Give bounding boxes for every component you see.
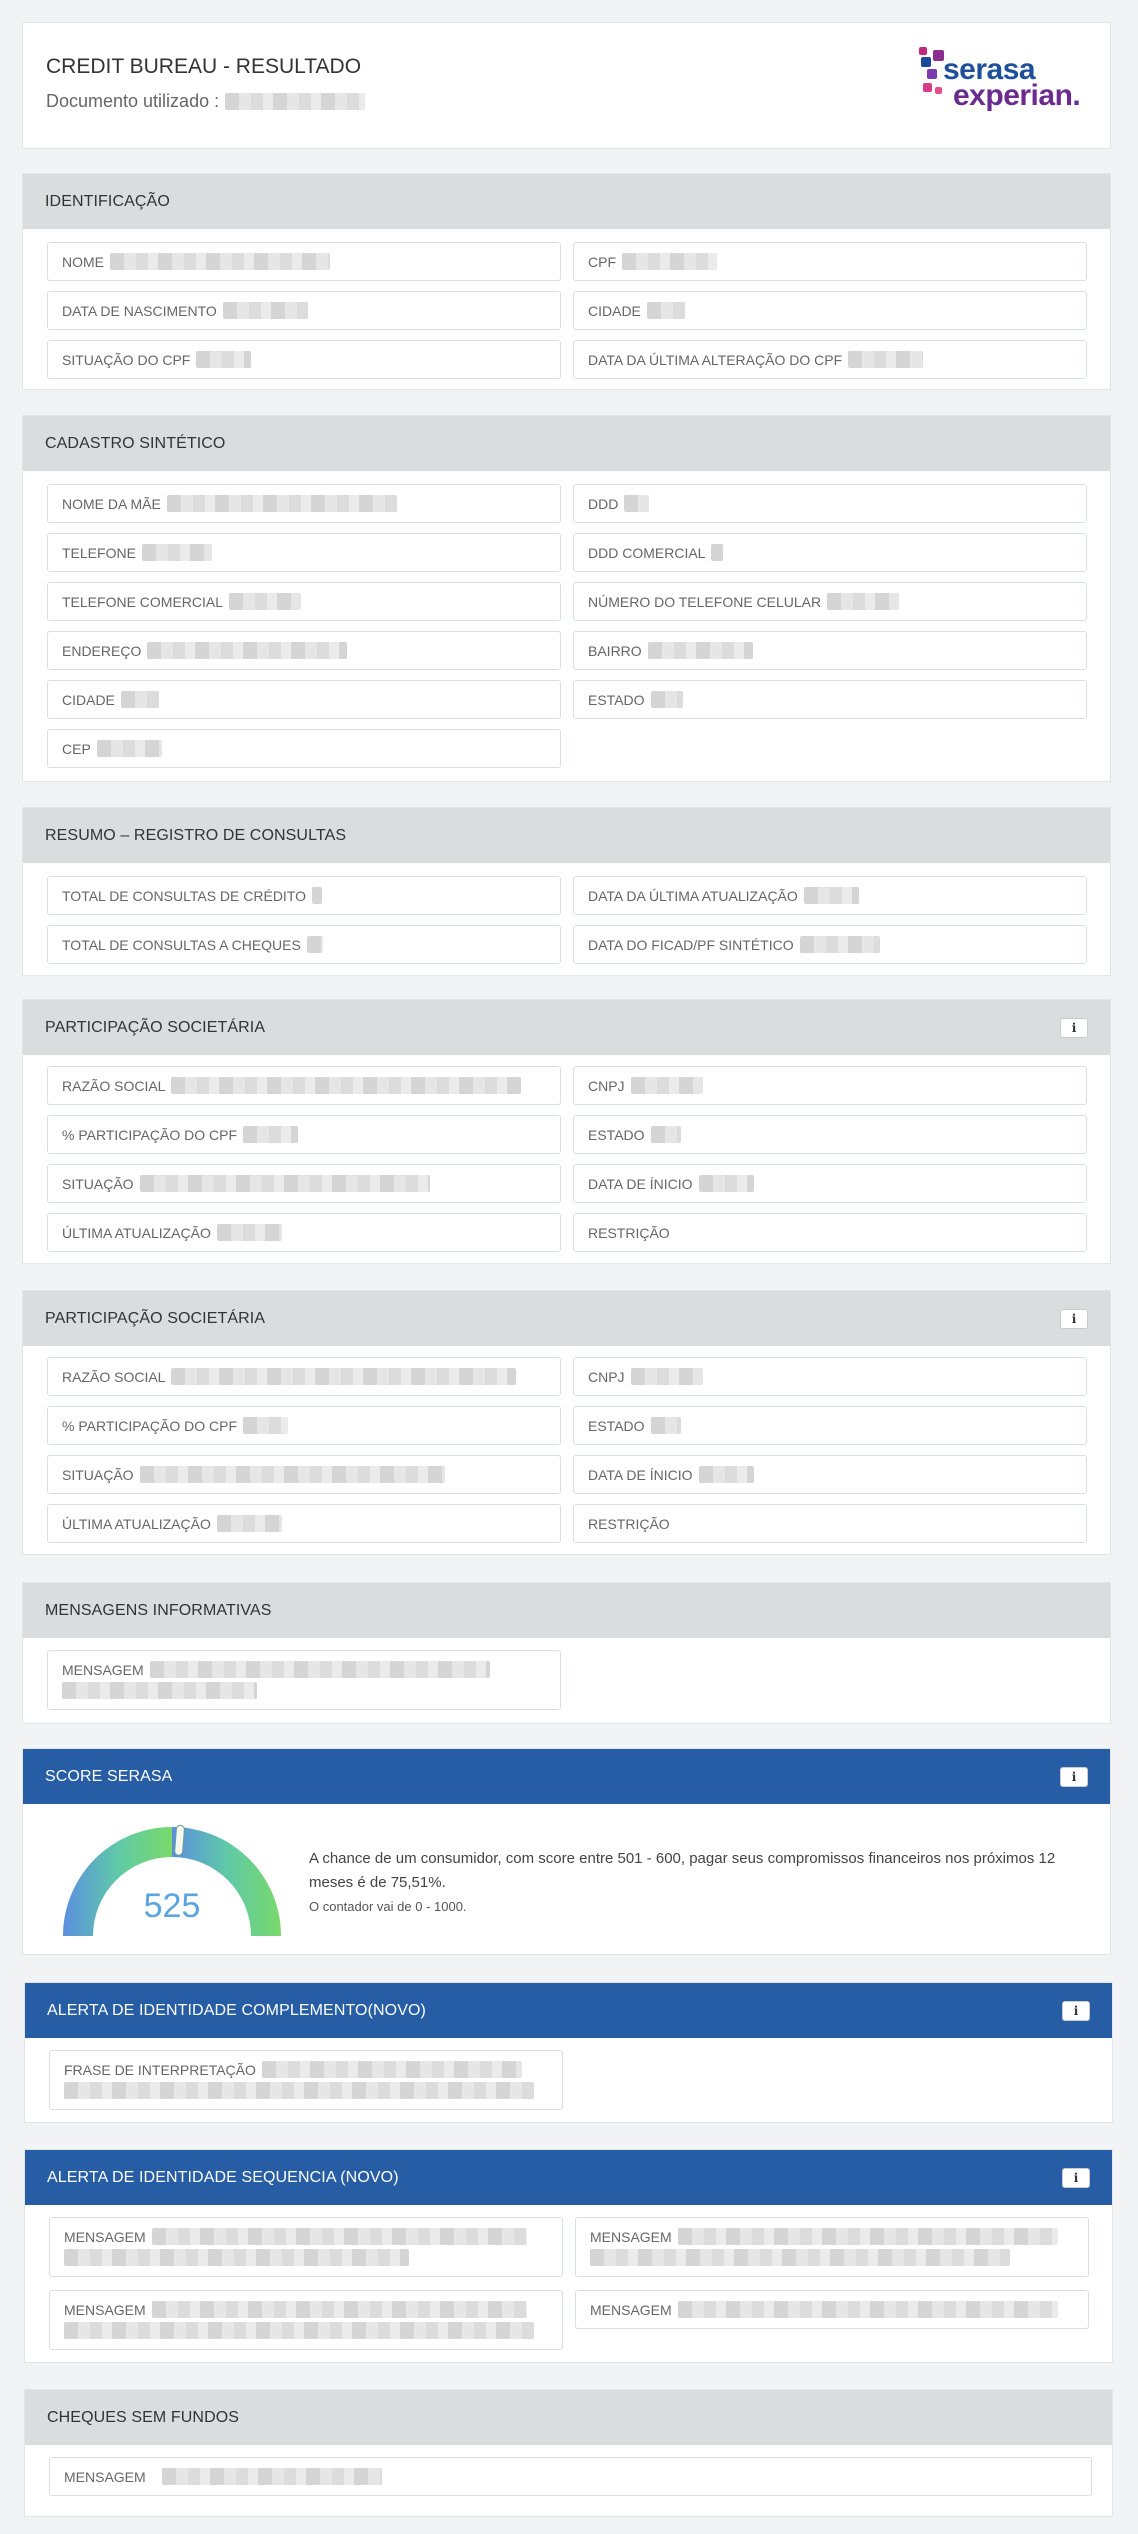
field-mensagem-1: MENSAGEM: [49, 2217, 563, 2277]
field-mensagem: MENSAGEM: [49, 2457, 1092, 2496]
score-gauge: [55, 1819, 289, 1947]
identificacao-title: IDENTIFICAÇÃO: [45, 192, 170, 210]
field-razao-social: RAZÃO SOCIAL: [47, 1357, 561, 1396]
field-data-inicio: DATA DE ÍNICIO: [573, 1164, 1087, 1203]
field-telefone-comercial: TELEFONE COMERCIAL: [47, 582, 561, 621]
field-frase-interpretacao: FRASE DE INTERPRETAÇÃO: [49, 2050, 563, 2110]
field-nome-mae: NOME DA MÃE: [47, 484, 561, 523]
field-data-inicio: DATA DE ÍNICIO: [573, 1455, 1087, 1494]
field-estado: ESTADO: [573, 680, 1087, 719]
field-celular: NÚMERO DO TELEFONE CELULAR: [573, 582, 1087, 621]
score-description: A chance de um consumidor, com score entre 501 - 600, pagar seus compromissos financeiros nos próximos 12 meses é de 75,51%.: [309, 1850, 1056, 1891]
field-ddd-comercial: DDD COMERCIAL: [573, 533, 1087, 572]
field-ultima-atualizacao: ÚLTIMA ATUALIZAÇÃO: [47, 1213, 561, 1252]
mensagens-title: MENSAGENS INFORMATIVAS: [45, 1601, 272, 1619]
gauge-icon: [55, 1819, 289, 1947]
field-telefone: TELEFONE: [47, 533, 561, 572]
participacao-title-1: PARTICIPAÇÃO SOCIETÁRIA: [45, 1018, 266, 1036]
result-header-card: [22, 22, 1111, 149]
field-situacao-cpf: SITUAÇÃO DO CPF: [47, 340, 561, 379]
participacao-card-2: [22, 1290, 1111, 1555]
alerta-complemento-card: [24, 1982, 1113, 2123]
cadastro-card: [22, 415, 1111, 782]
score-value: 525: [143, 1887, 201, 1925]
field-restricao: RESTRIÇÃO: [573, 1504, 1087, 1543]
field-situacao: SITUAÇÃO: [47, 1164, 561, 1203]
document-label: Documento utilizado :: [46, 91, 220, 111]
field-cnpj: CNPJ: [573, 1357, 1087, 1396]
field-endereco: ENDEREÇO: [47, 631, 561, 670]
field-data-ultima-atualizacao: DATA DA ÚLTIMA ATUALIZAÇÃO: [573, 876, 1087, 915]
score-range-note: O contador vai de 0 - 1000.: [309, 1899, 467, 1914]
info-icon[interactable]: i: [1060, 1767, 1088, 1787]
page-title: CREDIT BUREAU - RESULTADO: [46, 55, 362, 78]
field-razao-social: RAZÃO SOCIAL: [47, 1066, 561, 1105]
field-estado: ESTADO: [573, 1115, 1087, 1154]
field-mensagem-3: MENSAGEM: [49, 2290, 563, 2350]
logo-text-top: serasa: [943, 53, 1036, 86]
score-card: [22, 1748, 1111, 1955]
field-restricao: RESTRIÇÃO: [573, 1213, 1087, 1252]
field-cnpj: CNPJ: [573, 1066, 1087, 1105]
info-icon[interactable]: i: [1062, 2168, 1090, 2188]
field-nome: NOME: [47, 242, 561, 281]
alerta-sequencia-title: ALERTA DE IDENTIDADE SEQUENCIA (NOVO): [47, 2168, 399, 2186]
score-title: SCORE SERASA: [45, 1767, 173, 1785]
info-icon[interactable]: i: [1062, 2001, 1090, 2021]
resumo-title: RESUMO – REGISTRO DE CONSULTAS: [45, 826, 347, 844]
cheques-card: [24, 2389, 1113, 2517]
field-data-ficad: DATA DO FICAD/PF SINTÉTICO: [573, 925, 1087, 964]
field-cep: CEP: [47, 729, 561, 768]
field-cidade: CIDADE: [47, 680, 561, 719]
document-value-redacted: [225, 93, 365, 110]
field-mensagem: MENSAGEM: [47, 1650, 561, 1710]
field-mensagem-2: MENSAGEM: [575, 2217, 1089, 2277]
field-cpf: CPF: [573, 242, 1087, 281]
field-participacao-cpf: % PARTICIPAÇÃO DO CPF: [47, 1406, 561, 1445]
field-estado: ESTADO: [573, 1406, 1087, 1445]
field-ultima-atualizacao: ÚLTIMA ATUALIZAÇÃO: [47, 1504, 561, 1543]
logo-text-bottom: experian.: [953, 79, 1081, 112]
field-situacao: SITUAÇÃO: [47, 1455, 561, 1494]
field-cidade: CIDADE: [573, 291, 1087, 330]
participacao-card-1: [22, 999, 1111, 1264]
alerta-sequencia-card: [24, 2149, 1113, 2363]
resumo-card: [22, 807, 1111, 976]
field-bairro: BAIRRO: [573, 631, 1087, 670]
serasa-experian-logo: [919, 45, 1099, 117]
field-participacao-cpf: % PARTICIPAÇÃO DO CPF: [47, 1115, 561, 1154]
identificacao-card: [22, 173, 1111, 390]
field-total-consultas-credito: TOTAL DE CONSULTAS DE CRÉDITO: [47, 876, 561, 915]
info-icon[interactable]: i: [1060, 1018, 1088, 1038]
alerta-complemento-title: ALERTA DE IDENTIDADE COMPLEMENTO(NOVO): [47, 2001, 426, 2019]
participacao-title-2: PARTICIPAÇÃO SOCIETÁRIA: [45, 1309, 266, 1327]
cheques-title: CHEQUES SEM FUNDOS: [47, 2408, 240, 2426]
info-icon[interactable]: i: [1060, 1309, 1088, 1329]
mensagens-card: [22, 1582, 1111, 1724]
cadastro-title: CADASTRO SINTÉTICO: [45, 434, 226, 452]
field-total-consultas-cheques: TOTAL DE CONSULTAS A CHEQUES: [47, 925, 561, 964]
field-mensagem-4: MENSAGEM: [575, 2290, 1089, 2329]
field-data-ultima-alteracao: DATA DA ÚLTIMA ALTERAÇÃO DO CPF: [573, 340, 1087, 379]
field-data-nascimento: DATA DE NASCIMENTO: [47, 291, 561, 330]
field-ddd: DDD: [573, 484, 1087, 523]
